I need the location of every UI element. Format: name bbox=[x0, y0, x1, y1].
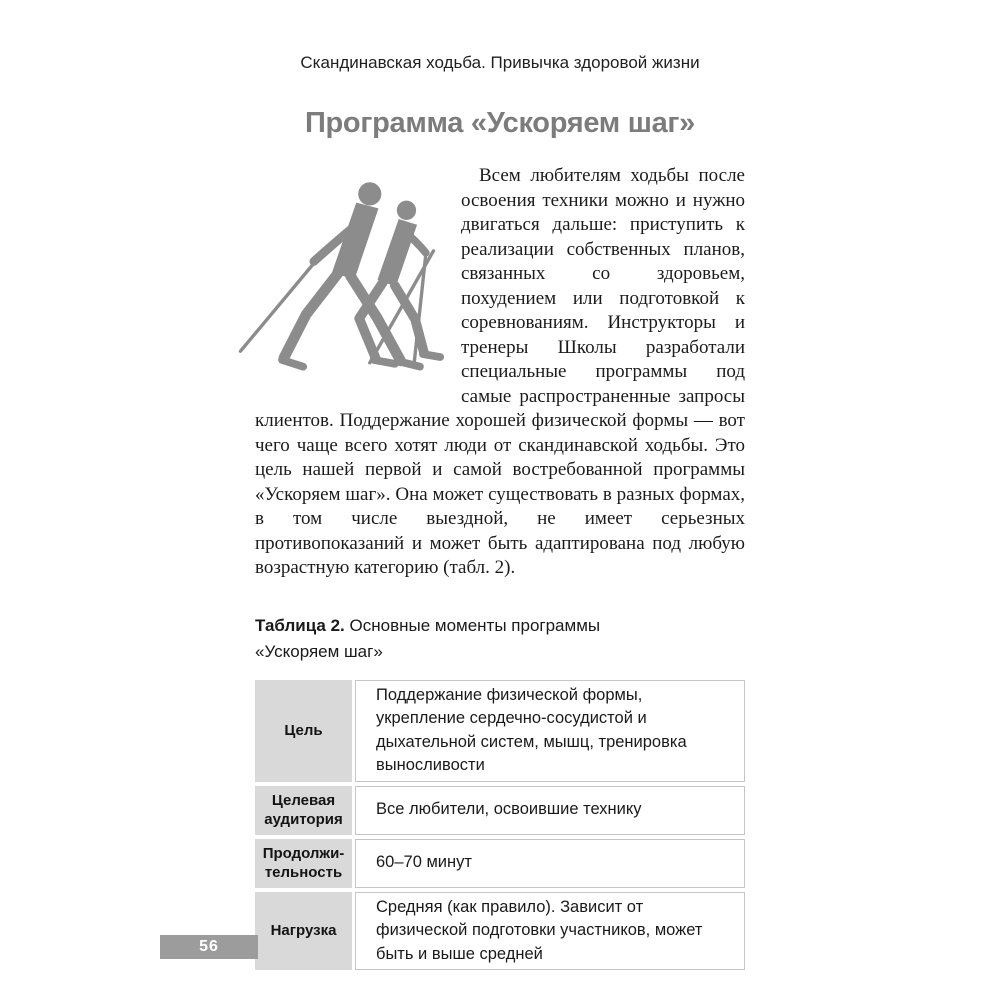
man-front-leg bbox=[284, 272, 339, 358]
row-label: Целевая аудитория bbox=[255, 786, 352, 835]
woman-torso bbox=[378, 219, 418, 287]
paragraph-text: Всем любителям ходьбы после освоения техники можно и нужно двигаться дальше: приступить к реализации собственных планов, связанных со здоровьем, похудением или подготовкой к соревнованиям. Инструкторы и тренеры Школы разработали специальные программы под самые распространенные запросы клиентов. Поддержание хорошей физической формы — вот чего чаще всего хотят люди от скандинавской ходьбы. Это цель нашей первой и самой востребованной программы «Ускоряем шаг». Она может существовать в разных формах, в том числе выездной, не имеет серьезных противопоказаний и может быть адаптирована под любую возрастную категорию (табл. 2). bbox=[255, 165, 745, 578]
page-number-badge bbox=[160, 935, 258, 959]
content-column bbox=[255, 52, 745, 970]
row-value: Поддержание физической формы, укрепление сердечно-сосудистой и дыхательной систем, мышц, тренировка выносливости bbox=[355, 680, 745, 782]
table-row bbox=[255, 892, 745, 971]
table-caption-line2: «Ускоряем шаг» bbox=[255, 641, 383, 661]
page-title: Программа «Ускоряем шаг» bbox=[304, 107, 696, 139]
man-head bbox=[358, 182, 381, 205]
nordic-walkers-icon bbox=[225, 166, 447, 382]
page-number: 56 bbox=[199, 938, 219, 955]
woman-head bbox=[397, 201, 416, 220]
running-head: Скандинавская ходьба. Привычка здоровой жизни bbox=[300, 53, 700, 72]
man-back-foot bbox=[401, 362, 420, 367]
nordic-walkers-illustration bbox=[225, 166, 447, 382]
table-caption-line1: Основные моменты программы bbox=[349, 615, 601, 635]
table-row bbox=[255, 839, 745, 888]
table-caption-prefix: Таблица 2. bbox=[255, 615, 345, 635]
row-value: 60–70 минут bbox=[355, 839, 745, 888]
table-caption bbox=[255, 613, 745, 665]
row-value: Средняя (как правило). Зависит от физической подготовки участников, может быть и выше средней bbox=[355, 892, 745, 971]
man-front-foot bbox=[282, 360, 303, 367]
table-row bbox=[255, 786, 745, 835]
body-paragraph bbox=[255, 164, 745, 581]
row-label: Продолжительность bbox=[255, 839, 352, 888]
program-table bbox=[255, 680, 745, 971]
table-row bbox=[255, 680, 745, 782]
row-label: Цель bbox=[255, 680, 352, 782]
man-pole bbox=[240, 263, 313, 351]
woman-front-foot bbox=[374, 360, 395, 364]
row-value: Все любители, освоившие технику bbox=[355, 786, 745, 835]
row-label: Нагрузка bbox=[255, 892, 352, 971]
woman-back-foot bbox=[423, 354, 440, 357]
